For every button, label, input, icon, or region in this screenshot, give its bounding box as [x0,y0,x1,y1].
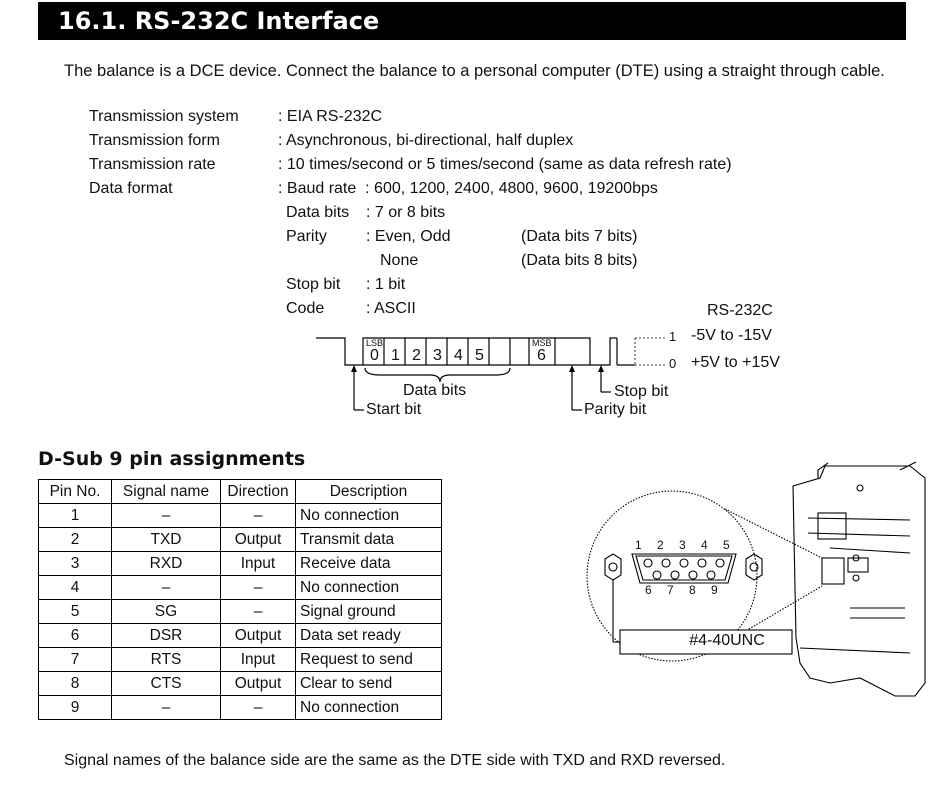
connector-bottom-pin-numbers: 6 7 8 9 [645,583,724,597]
table-header-row [39,480,442,504]
table-row [39,552,442,576]
code-value: : ASCII [366,300,416,317]
bit-1: 1 [391,347,400,364]
cell: – [221,600,296,624]
bit-4: 4 [454,347,463,364]
cell: 6 [39,624,112,648]
rs232c-label: RS-232C [707,302,773,319]
col-header: Pin No. [39,480,112,504]
cell: No connection [296,504,442,528]
table-row [39,672,442,696]
cell: Output [221,672,296,696]
cell: CTS [112,672,221,696]
data-bits-caption: Data bits [403,382,467,399]
cell: 5 [39,600,112,624]
bit-2: 2 [412,347,421,364]
table-row [39,528,442,552]
table-row [39,504,442,528]
parity-label: Parity [286,228,327,245]
spec-label: Transmission rate [89,156,216,173]
cell: – [221,504,296,528]
cell: – [112,696,221,720]
code-label: Code [286,300,325,317]
spec-value: : Baud rate : 600, 1200, 2400, 4800, 9600, 19200bps [278,180,658,197]
col-header: Direction [221,480,296,504]
screw-label: #4-40UNC [689,632,765,649]
cell: – [112,504,221,528]
pin-assignments-title: D-Sub 9 pin assignments [38,448,306,470]
level-0: 0 [669,356,677,371]
cell: Input [221,648,296,672]
cell: No connection [296,696,442,720]
table-row [39,696,442,720]
intro-paragraph: The balance is a DCE device. Connect the balance to a personal computer (DTE) using a straight through cable. [64,62,885,80]
stop-bit-label: Stop bit [286,276,341,293]
cell: Request to send [296,648,442,672]
parity-bit-caption: Parity bit [584,401,647,418]
cell: Data set ready [296,624,442,648]
cell: Output [221,528,296,552]
footnote: Signal names of the balance side are the same as the DTE side with TXD and RXD reversed. [64,752,726,769]
cell: Receive data [296,552,442,576]
bit-3: 3 [433,347,442,364]
spec-value: : 10 times/second or 5 times/second (same as data refresh rate) [278,156,732,173]
stop-bit-value: : 1 bit [366,276,406,293]
cell: 8 [39,672,112,696]
cell: – [221,696,296,720]
spec-label: Transmission system [89,108,239,125]
data-bits-label: Data bits [286,204,350,221]
parity-note: (Data bits 8 bits) [521,252,638,269]
spec-value: : EIA RS-232C [278,108,383,125]
table-row [39,600,442,624]
cell: SG [112,600,221,624]
cell: RXD [112,552,221,576]
connector-top-pin-numbers: 1 2 3 4 5 [635,538,736,552]
level-1: 1 [669,329,677,344]
cell: TXD [112,528,221,552]
parity-value: : Even, Odd [366,228,451,245]
cell: 1 [39,504,112,528]
cell: – [112,576,221,600]
bit-6: 6 [537,347,546,364]
col-header: Signal name [112,480,221,504]
cell: 7 [39,648,112,672]
cell: – [221,576,296,600]
parity-note: (Data bits 7 bits) [521,228,638,245]
cell: Input [221,552,296,576]
cell: 9 [39,696,112,720]
bit-0: 0 [370,347,379,364]
pin-table [38,479,442,720]
level-1-voltage: -5V to -15V [691,327,772,344]
level-0-voltage: +5V to +15V [691,354,780,371]
data-bits-value: : 7 or 8 bits [366,204,446,221]
stop-bit-caption: Stop bit [614,383,669,400]
msb-label: MSB [532,338,552,348]
cell: Output [221,624,296,648]
cell: Signal ground [296,600,442,624]
spec-label: Data format [89,180,173,197]
table-row [39,648,442,672]
start-bit-caption: Start bit [366,401,422,418]
cell: Clear to send [296,672,442,696]
connector-illustration [560,458,930,708]
table-row [39,576,442,600]
cell: 3 [39,552,112,576]
section-title: 16.1. RS-232C Interface [38,2,906,40]
spec-label: Transmission form [89,132,220,149]
parity-value: None [380,252,419,269]
spec-value: : Asynchronous, bi-directional, half duplex [278,132,574,149]
col-header: Description [296,480,442,504]
cell: 4 [39,576,112,600]
cell: No connection [296,576,442,600]
cell: DSR [112,624,221,648]
bit-5: 5 [475,347,484,364]
cell: 2 [39,528,112,552]
cell: RTS [112,648,221,672]
table-row [39,624,442,648]
lsb-label: LSB [366,338,384,348]
cell: Transmit data [296,528,442,552]
